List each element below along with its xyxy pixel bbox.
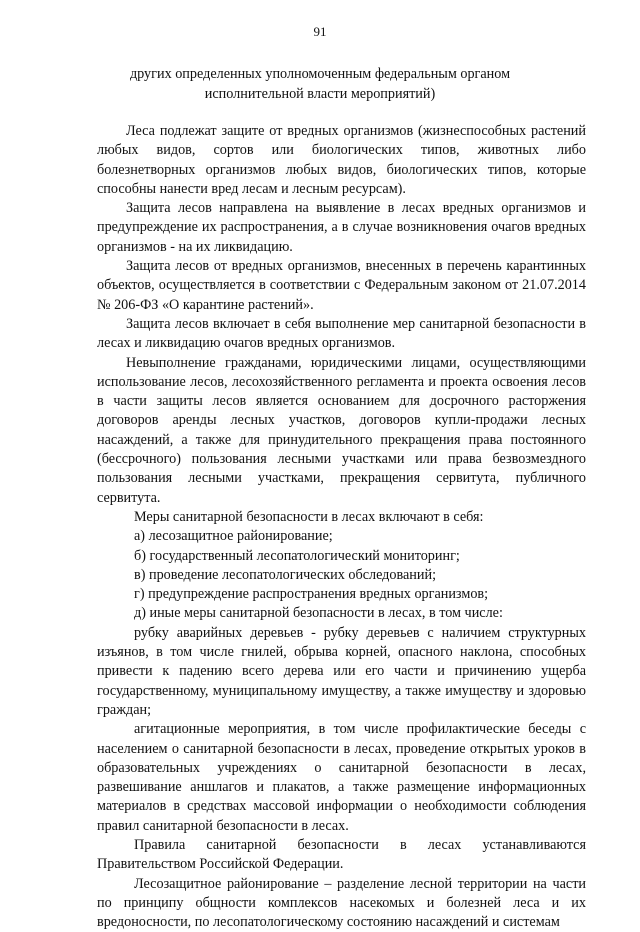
- paragraph: Защита лесов направлена на выявление в лесах вредных организмов и предупреждение их распространения, а в случае возникновения очагов вредных организмов - на их ликвидацию.: [97, 200, 586, 255]
- header-line: других определенных уполномоченным федеральным органом: [129, 66, 511, 82]
- list-item: б) государственный лесопатологический мониторинг;: [134, 547, 460, 564]
- sub-paragraph: агитационные мероприятия, в том числе профилактические беседы с населением о санитарной безопасности в лесах, проведение открытых уроков в образовательных учреждениях о санитарной безопасности в лесах, развешивание аншлагов и плакатов, а также размещение информационных материалов в средствах массовой информации о необходимости соблюдения правил санитарной безопасности в лесах.: [97, 721, 586, 834]
- paragraph: Защита лесов включает в себя выполнение мер санитарной безопасности в лесах и ликвидацию очагов вредных организмов.: [97, 315, 586, 352]
- paragraph: Правила санитарной безопасности в лесах устанавливаются Правительством Российской Федерации.: [97, 836, 586, 873]
- paragraph: Невыполнение гражданами, юридическими лицами, осуществляющими использование лесов, лесохозяйственного регламента и проекта освоения лесов в части защиты лесов является основанием для досрочного расторжения договоров аренды лесных участков, договоров купли-продажи лесных насаждений, а также для принудительного прекращения права постоянного (бессрочного) пользования лесными участками или права безвозмездного пользования лесными участками, прекращения сервитута, публичного сервитута.: [97, 354, 586, 506]
- sub-paragraph: рубку аварийных деревьев - рубку деревьев с наличием структурных изъянов, в том числе гнилей, обрыва корней, опасного наклона, способных привести к падению всего дерева или его части и причинению ущерба государственному, муниципальному имуществу, а также имуществу и здоровью граждан;: [97, 624, 586, 718]
- measures-intro: Меры санитарной безопасности в лесах включают в себя:: [134, 508, 484, 525]
- header-line: исполнительной власти мероприятий): [204, 86, 436, 102]
- list-item: г) предупреждение распространения вредных организмов;: [134, 586, 489, 603]
- list-item: д) иные меры санитарной безопасности в лесах, в том числе:: [134, 605, 503, 622]
- paragraph: Лесозащитное районирование – разделение лесной территории на части по принципу общности комплексов насекомых и болезней леса и их вредоносности, по лесопатологическому состоянию насаждений и системам: [97, 875, 586, 931]
- list-item: а) лесозащитное районирование;: [134, 528, 333, 545]
- section-header: [120, 64, 520, 104]
- paragraph: Защита лесов от вредных организмов, внесенных в перечень карантинных объектов, осуществляется в соответствии с Федеральным законом от 21.07.2014 № 206-ФЗ «О карантине растений».: [97, 258, 586, 313]
- document-body: [97, 122, 586, 932]
- list-item: в) проведение лесопатологических обследований;: [134, 566, 437, 583]
- page-number: 91: [313, 24, 327, 39]
- paragraph: Леса подлежат защите от вредных организмов (жизнеспособных растений любых видов, сортов или биологических типов, животных либо болезнетворных организмов любых видов, биологических типов, которые способны нанести вред лесам и лесным ресурсам).: [97, 123, 586, 197]
